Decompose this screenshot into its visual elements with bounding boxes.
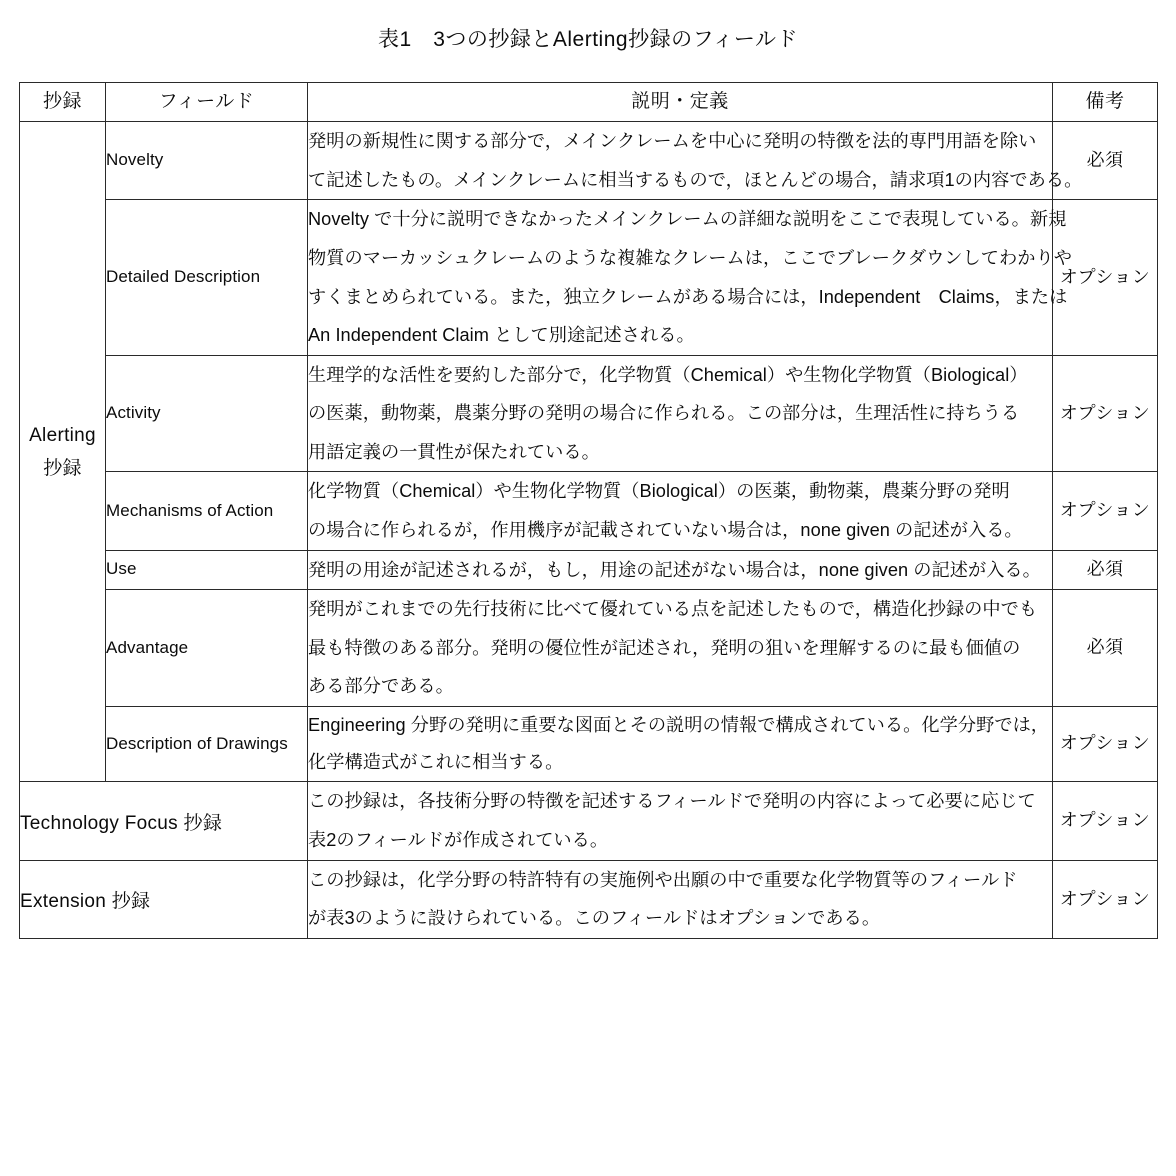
field-name: Advantage <box>106 590 308 707</box>
table-header-row <box>20 83 1158 122</box>
table-row <box>20 860 1158 938</box>
description-line: 発明の新規性に関する部分で，メインクレームを中心に発明の特徴を法的専門用語を除い <box>308 131 1037 152</box>
table-row <box>20 550 1158 590</box>
field-note: オプション <box>1053 860 1158 938</box>
description-line: この抄録は，各技術分野の特徴を記述するフィールドで発明の内容によって必要に応じて <box>308 791 1036 812</box>
description-line: 化学物質（Chemical）や生物化学物質（Biological）の医薬，動物薬，農薬分野の発明 <box>308 481 1010 502</box>
description-line: の場合に作られるが，作用機序が記載されていない場合は，none given の記述が入る。 <box>308 519 1023 540</box>
header-description: 説明・定義 <box>308 83 1053 122</box>
abstract-type-label: Extension 抄録 <box>20 860 308 938</box>
table-caption: 表1 3つの抄録とAlerting抄録のフィールド <box>378 28 798 51</box>
field-description <box>308 550 1053 590</box>
field-note: オプション <box>1053 200 1158 355</box>
abstract-fields-table <box>19 82 1158 939</box>
field-note: オプション <box>1053 782 1158 860</box>
description-line: すくまとめられている。また，独立クレームがある場合には，Independent Claims，または <box>308 286 1068 307</box>
field-note: 必須 <box>1053 550 1158 590</box>
description-line: Engineering 分野の発明に重要な図面とその説明の情報で構成されている。化学分野では， <box>308 714 1050 735</box>
field-description <box>308 706 1053 782</box>
field-description <box>308 122 1083 200</box>
field-name: Novelty <box>106 122 308 200</box>
group-label-line1: Alerting <box>29 424 96 446</box>
field-name: Use <box>106 550 308 590</box>
description-line: ある部分である。 <box>308 676 454 697</box>
table-container <box>19 52 1157 939</box>
field-note: オプション <box>1053 355 1158 472</box>
field-description <box>308 472 1053 550</box>
description-line: 発明がこれまでの先行技術に比べて優れている点を記述したもので，構造化抄録の中でも <box>308 599 1038 620</box>
description-line: 発明の用途が記述されるが，もし，用途の記述がない場合は，none given の記述が入る。 <box>308 559 1041 580</box>
description-line: An Independent Claim として別途記述される。 <box>308 325 695 346</box>
field-name: Mechanisms of Action <box>106 472 308 550</box>
field-description <box>308 590 1053 707</box>
description-line: この抄録は，化学分野の特許特有の実施例や出願の中で重要な化学物質等のフィールド <box>308 869 1018 890</box>
header-abstract: 抄録 <box>20 83 106 122</box>
field-note: 必須 <box>1053 122 1158 200</box>
table-row <box>20 706 1158 782</box>
group-label-line2: 抄録 <box>43 457 82 479</box>
description-line: 物質のマーカッシュクレームのような複雑なクレームは，ここでブレークダウンしてわかりや <box>308 247 1072 268</box>
table-row <box>20 122 1158 200</box>
field-description <box>308 860 1053 938</box>
table-row <box>20 355 1158 472</box>
header-field: フィールド <box>106 83 308 122</box>
table-row <box>20 782 1158 860</box>
table-row <box>20 472 1158 550</box>
description-line: Novelty で十分に説明できなかったメインクレームの詳細な説明をここで表現している。新規 <box>308 209 1067 230</box>
abstract-type-label: Technology Focus 抄録 <box>20 782 308 860</box>
field-name: Detailed Description <box>106 200 308 355</box>
field-description <box>308 200 1072 355</box>
field-description <box>308 355 1053 472</box>
description-line: 用語定義の一貫性が保たれている。 <box>308 441 600 462</box>
group-label-alerting <box>20 122 106 782</box>
description-line: の医薬，動物薬，農薬分野の発明の場合に作られる。この部分は，生理活性に持ちうる <box>308 403 1020 424</box>
field-name: Description of Drawings <box>106 706 308 782</box>
table-header <box>20 83 1158 122</box>
description-line: 最も特徴のある部分。発明の優位性が記述され，発明の狙いを理解するのに最も価値の <box>308 637 1021 658</box>
field-name: Activity <box>106 355 308 472</box>
field-description <box>308 782 1053 860</box>
description-line: が表3のように設けられている。このフィールドはオプションである。 <box>308 908 881 929</box>
description-line: て記述したもの。メインクレームに相当するもので，ほとんどの場合，請求項1の内容である。 <box>308 169 1083 190</box>
header-note: 備考 <box>1053 83 1158 122</box>
description-line: 表2のフィールドが作成されている。 <box>308 830 609 851</box>
field-note: オプション <box>1053 706 1158 782</box>
table-row <box>20 200 1158 355</box>
description-line: 生理学的な活性を要約した部分で，化学物質（Chemical）や生物化学物質（Biological） <box>308 364 1028 385</box>
field-note: 必須 <box>1053 590 1158 707</box>
table-body <box>20 122 1158 939</box>
description-line: 化学構造式がこれに相当する。 <box>308 752 564 773</box>
table-row <box>20 590 1158 707</box>
field-note: オプション <box>1053 472 1158 550</box>
